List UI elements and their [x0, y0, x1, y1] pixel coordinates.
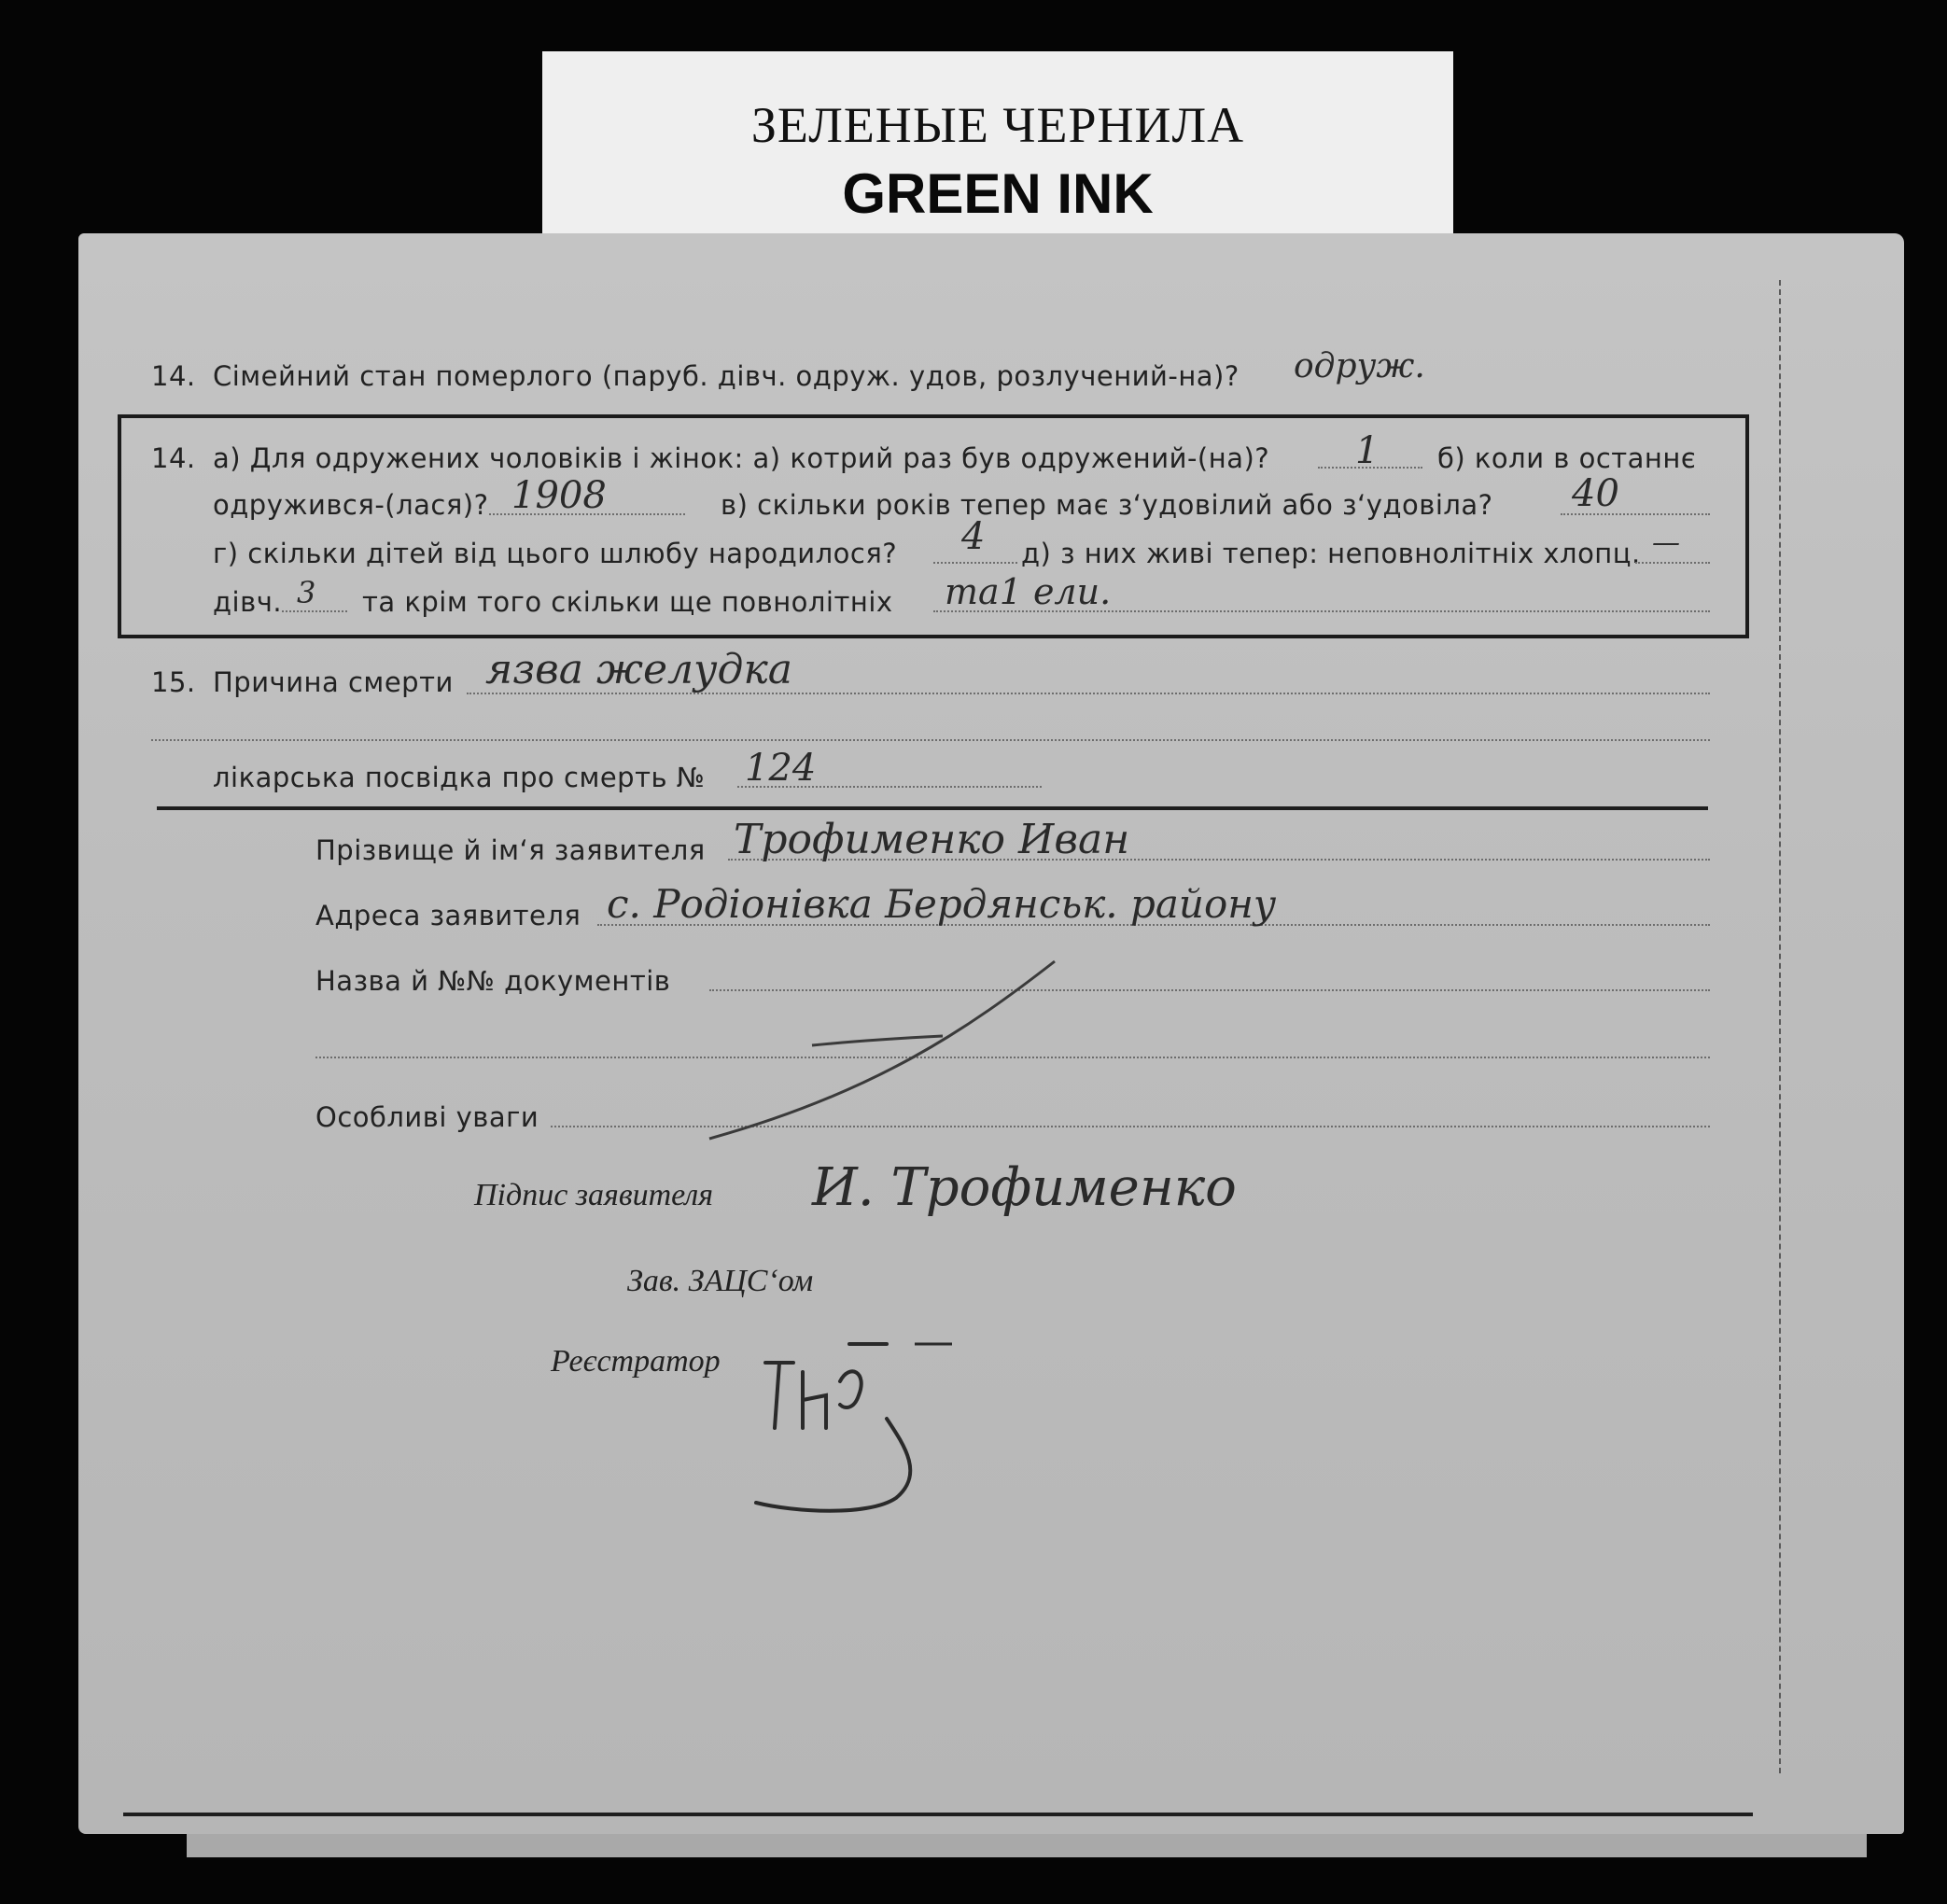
head-of-registry-label: Зав. ЗАЦС‘ом	[627, 1264, 814, 1298]
marital-status-answer: одруж.	[1294, 347, 1425, 385]
married-year-answer: 1908	[511, 474, 607, 517]
remarks-label: Особливі уваги	[315, 1101, 539, 1133]
perforation-line	[1779, 280, 1781, 1773]
ink-color-label	[542, 51, 1453, 252]
last-married-question: б) коли в останнє	[1437, 442, 1697, 474]
applicant-address-label: Адреса заявителя	[315, 900, 581, 931]
dotted-line	[1635, 562, 1710, 564]
living-boys-answer: —	[1652, 526, 1680, 559]
section-divider	[157, 806, 1708, 810]
bottom-rule	[123, 1813, 1753, 1816]
marital-status-question: Сімейний стан померлого (паруб. дівч. одруж. удов, розлучений-на)?	[213, 360, 1240, 392]
applicant-signature-label: Підпис заявителя	[474, 1178, 714, 1212]
cause-of-death-answer-text: язва желудка	[485, 646, 792, 693]
married-times-question: а) Для одружених чоловіків і жінок: а) котрий раз був одружений-(на)?	[213, 442, 1270, 474]
ink-label-english: GREEN INK	[842, 162, 1154, 225]
applicant-address-answer: с. Родіонівка Бердянськ. району	[607, 881, 1277, 927]
strike-through-mark	[691, 952, 1083, 1148]
applicant-signature-answer: И. Трофименко	[812, 1157, 1237, 1218]
married-times-answer: 1	[1355, 429, 1380, 472]
married-details-number: 14.	[151, 442, 196, 474]
cause-of-death-label: Причина смерти	[213, 666, 454, 698]
registrar-label: Реєстратор	[551, 1344, 721, 1379]
living-girls-label: дівч.	[213, 586, 283, 618]
medical-certificate-answer: 124	[745, 747, 817, 790]
dotted-line	[933, 562, 1017, 564]
applicant-name-answer: Трофименко Иван	[734, 816, 1130, 863]
applicant-name-label: Прізвище й ім‘я заявителя	[315, 834, 706, 866]
adult-children-question: та крім того скільки ще повнолітніх	[362, 586, 893, 618]
marital-status-number: 14.	[151, 360, 196, 392]
widowed-age-question: в) скільки років тепер має з‘удовілий або з‘удовіла?	[721, 489, 1493, 521]
documents-label: Назва й №№ документів	[315, 965, 671, 997]
living-girls-answer: 3	[297, 575, 316, 610]
cause-of-death-number: 15.	[151, 666, 196, 698]
ink-label-russian: ЗЕЛЕНЫЕ ЧЕРНИЛА	[750, 97, 1245, 153]
adult-children-answer: та1 ели.	[945, 571, 1112, 612]
dotted-line	[282, 610, 347, 612]
widowed-age-answer: 40	[1572, 472, 1619, 515]
medical-certificate-label: лікарська посвідка про смерть №	[213, 762, 706, 793]
children-born-question: г) скільки дітей від цього шлюбу народилося?	[213, 538, 898, 569]
registrar-signature	[737, 1307, 980, 1521]
living-boys-question: д) з них живі тепер: неповнолітніх хлопц.	[1021, 538, 1641, 569]
children-born-answer: 4	[961, 515, 986, 558]
dotted-line	[151, 739, 1710, 741]
married-when-label: одружився-(лася)?	[213, 489, 489, 521]
